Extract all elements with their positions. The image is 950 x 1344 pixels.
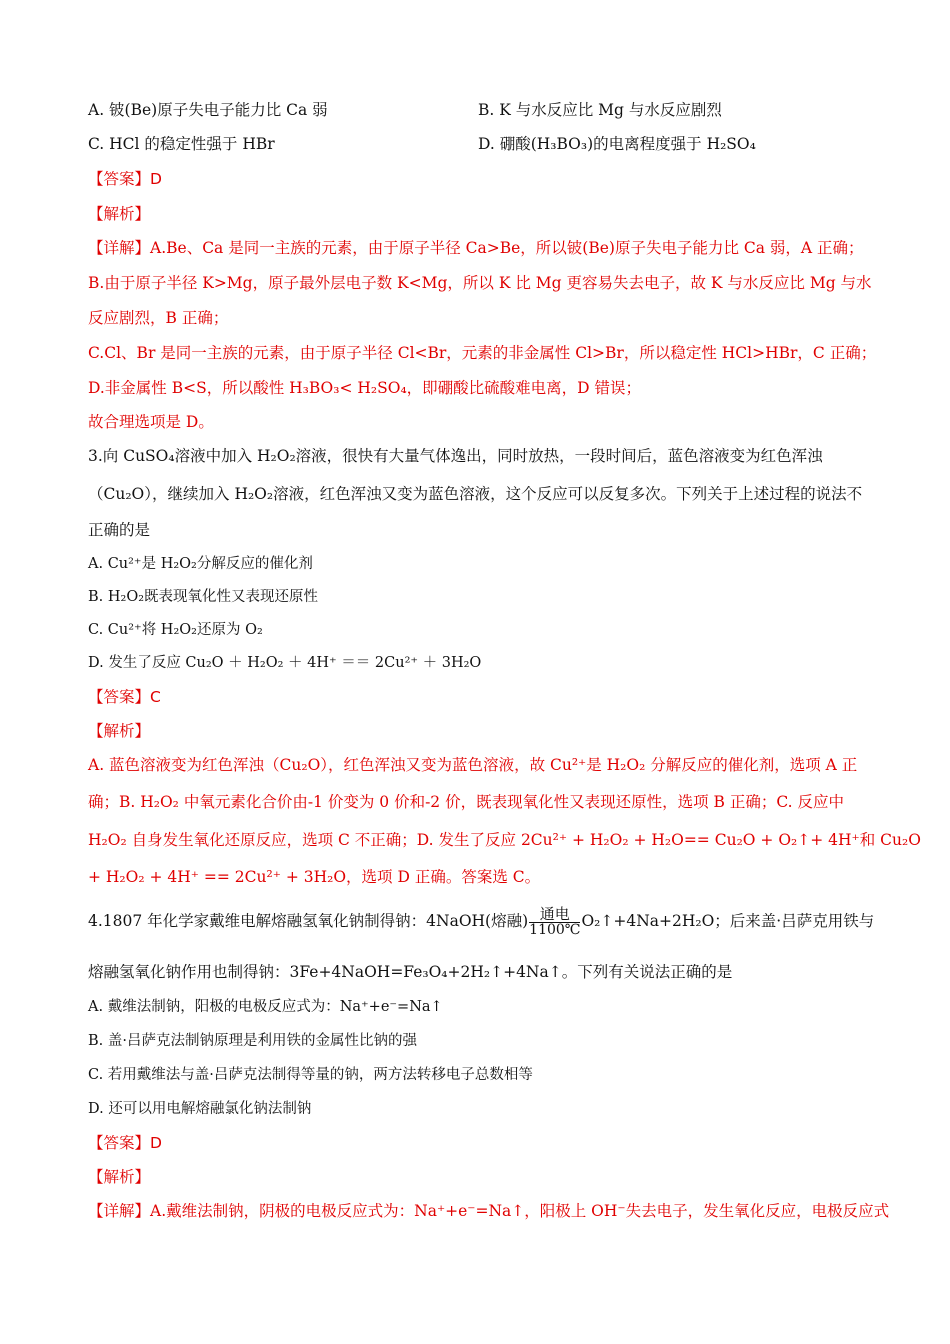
q4-stem-line-1: 4.1807 年化学家戴维电解熔融氢氧化钠制得钠：4NaOH(熔融) $\frac{\text{通电}}{1100℃}$ O₂↑+4Na+2H₂O；后来盖·吕萨克用铁与 (88, 904, 875, 938)
q3-answer: 【答案】C (88, 688, 161, 706)
q4-analysis-label: 【解析】 (88, 1168, 151, 1186)
q2-option-d: D. 硼酸(H₃BO₃)的电离程度强于 H₂SO₄ (478, 135, 756, 153)
q2-detail-line-4: C.Cl、Br 是同一主族的元素，由于原子半径 Cl<Br，元素的非金属性 Cl>Br，所以稳定性 HCl>HBr，C 正确； (88, 344, 877, 362)
q2-detail-line-1: 【详解】A.Be、Ca 是同一主族的元素，由于原子半径 Ca>Be，所以铍(Be)原子失电子能力比 Ca 弱，A 正确； (88, 239, 864, 257)
q2-option-b: B. K 与水反应比 Mg 与水反应剧烈 (478, 101, 722, 119)
q4-answer: 【答案】D (88, 1134, 162, 1152)
q4-option-a: A. 戴维法制钠，阳极的电极反应式为：Na⁺+e⁻=Na↑ (88, 999, 443, 1015)
q2-detail-line-2: B.由于原子半径 K>Mg，原子最外层电子数 K<Mg，所以 K 比 Mg 更容易失去电子，故 K 与水反应比 Mg 与水 (88, 274, 872, 292)
q3-stem-line-3: 正确的是 (88, 521, 151, 539)
q2-option-a: A. 铍(Be)原子失电子能力比 Ca 弱 (88, 101, 328, 119)
q3-option-c: C. Cu²⁺将 H₂O₂还原为 O₂ (88, 622, 263, 638)
q3-analysis-line-1: A. 蓝色溶液变为红色浑浊（Cu₂O），红色浑浊又变为蓝色溶液，故 Cu²⁺是 H₂O₂ 分解反应的催化剂，选项 A 正 (88, 756, 858, 774)
q3-analysis-line-2: 确；B. H₂O₂ 中氧元素化合价由-1 价变为 0 价和-2 价，既表现氧化性又表现还原性，选项 B 正确；C. 反应中 (88, 793, 844, 811)
q3-analysis-label: 【解析】 (88, 722, 151, 740)
condition-temperature: 1100℃ (529, 921, 581, 938)
q2-detail-tag: 【详解】 (88, 239, 151, 257)
q2-detail-line-6: 故合理选项是 D。 (88, 413, 214, 431)
q4-option-b: B. 盖·吕萨克法制钠原理是利用铁的金属性比钠的强 (88, 1033, 417, 1049)
reaction-condition (529, 904, 581, 938)
q2-analysis-label: 【解析】 (88, 205, 151, 223)
q2-answer: 【答案】D (88, 170, 162, 188)
q4-option-d: D. 还可以用电解熔融氯化钠法制钠 (88, 1101, 312, 1117)
q3-option-d: D. 发生了反应 Cu₂O ＋ H₂O₂ ＋ 4H⁺ ＝＝ 2Cu²⁺ ＋ 3H₂O (88, 655, 482, 671)
q2-detail-line-5: D.非金属性 B<S，所以酸性 H₃BO₃< H₂SO₄，即硼酸比硫酸难电离，D 错误； (88, 379, 642, 397)
q3-analysis-line-4: + H₂O₂ + 4H⁺ == 2Cu²⁺ + 3H₂O，选项 D 正确。答案选 C。 (88, 868, 541, 886)
q3-stem-line-2: （Cu₂O），继续加入 H₂O₂溶液，红色浑浊又变为蓝色溶液，这个反应可以反复多次。下列关于上述过程的说法不 (88, 485, 863, 503)
q3-stem-line-1: 3.向 CuSO₄溶液中加入 H₂O₂溶液，很快有大量气体逸出，同时放热，一段时间后，蓝色溶液变为红色浑浊 (88, 447, 823, 465)
q2-detail-line-3: 反应剧烈，B 正确； (88, 309, 229, 327)
q4-stem-line-2: 熔融氢氧化钠作用也制得钠：3Fe+4NaOH=Fe₃O₄+2H₂↑+4Na↑。下列有关说法正确的是 (88, 963, 733, 981)
q4-detail-tag: 【详解】 (88, 1202, 151, 1220)
q4-option-c: C. 若用戴维法与盖·吕萨克法制得等量的钠，两方法转移电子总数相等 (88, 1067, 533, 1083)
condition-electrolysis: 通电 (529, 907, 580, 923)
q3-analysis-line-3: H₂O₂ 自身发生氧化还原反应，选项 C 不正确；D. 发生了反应 2Cu²⁺ + H₂O₂ + H₂O== Cu₂O + O₂↑+ 4H⁺和 Cu₂O (88, 831, 921, 849)
q2-option-c: C. HCl 的稳定性强于 HBr (88, 135, 275, 153)
q3-option-a: A. Cu²⁺是 H₂O₂分解反应的催化剂 (88, 556, 313, 572)
q3-option-b: B. H₂O₂既表现氧化性又表现还原性 (88, 589, 319, 605)
q4-detail-line-1: 【详解】A.戴维法制钠，阴极的电极反应式为：Na⁺+e⁻=Na↑，阳极上 OH⁻失去电子，发生氧化反应，电极反应式 (88, 1202, 890, 1220)
